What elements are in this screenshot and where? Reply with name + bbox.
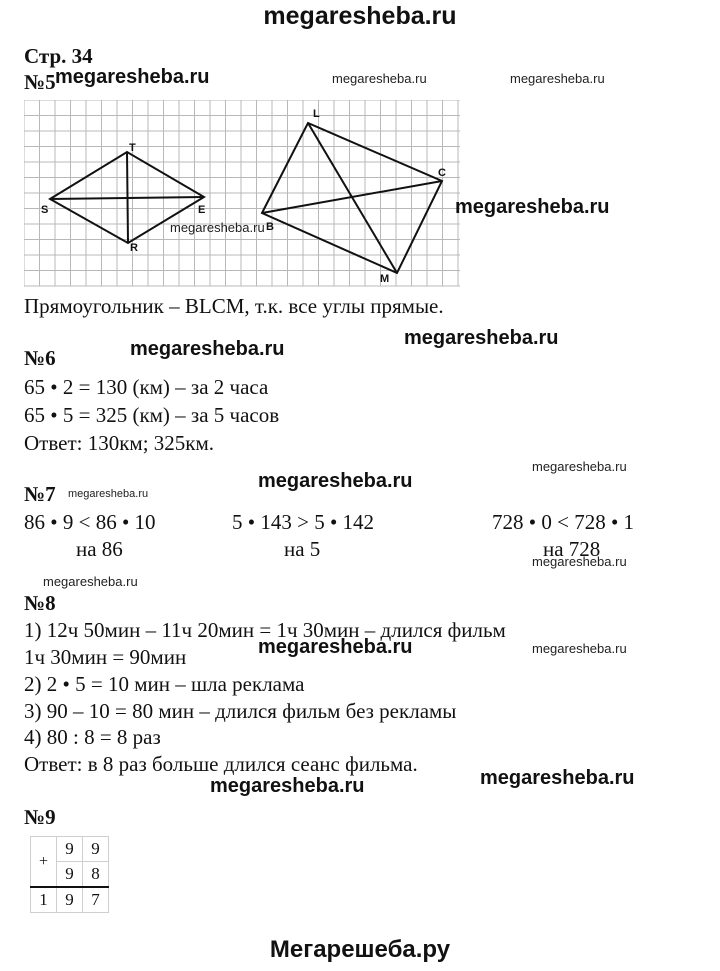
task9-number: №9 xyxy=(24,805,56,829)
label-S: S xyxy=(41,204,49,216)
task6-line: 65 • 5 = 325 (км) – за 5 часов xyxy=(24,403,280,427)
sum-digit: 1 xyxy=(31,887,57,913)
page-label: Стр. 34 xyxy=(24,44,93,68)
task6-line: Ответ: 130км; 325км. xyxy=(24,431,215,455)
task8-number: №8 xyxy=(24,591,56,615)
task7-diff: на 728 xyxy=(543,537,601,561)
digit: 9 xyxy=(57,837,83,862)
watermark-big: megaresheba.ru xyxy=(210,775,365,797)
task6-number: №6 xyxy=(24,346,56,370)
task8-line: 1) 12ч 50мин – 11ч 20мин = 1ч 30мин – длился фильм xyxy=(24,618,506,642)
task7-diff: на 5 xyxy=(284,537,321,561)
watermark-big: megaresheba.ru xyxy=(455,196,610,218)
task8-line: 3) 90 – 10 = 80 мин – длился фильм без рекламы xyxy=(24,699,457,723)
task7-diff: на 86 xyxy=(76,537,123,561)
watermark: megaresheba.ru xyxy=(532,554,627,569)
task7-number: №7 xyxy=(24,482,56,506)
watermark: megaresheba.ru xyxy=(332,71,427,86)
digit: 9 xyxy=(57,862,83,888)
label-C: C xyxy=(438,167,446,179)
watermark-big: megaresheba.ru xyxy=(130,338,285,360)
task8-line: Ответ: в 8 раз больше длился сеанс фильма. xyxy=(24,752,418,776)
watermark-big: megaresheba.ru xyxy=(258,470,413,492)
watermark: megaresheba.ru xyxy=(510,71,605,86)
watermark-big: megaresheba.ru xyxy=(258,636,413,658)
grid-figure xyxy=(24,100,464,290)
task7-expr: 728 • 0 < 728 • 1 xyxy=(492,510,635,534)
watermark-big: megaresheba.ru xyxy=(480,767,635,789)
watermark-big: megaresheba.ru xyxy=(404,327,559,349)
watermark: megaresheba.ru xyxy=(68,488,149,500)
watermark: megaresheba.ru xyxy=(43,574,138,589)
task8-line: 2) 2 • 5 = 10 мин – шла реклама xyxy=(24,672,305,696)
site-header[interactable]: megaresheba.ru xyxy=(263,2,457,30)
operator-plus: + xyxy=(31,837,57,888)
sum-digit: 9 xyxy=(57,887,83,913)
watermark: megaresheba.ru xyxy=(532,459,627,474)
task8-line: 1ч 30мин = 90мин xyxy=(24,645,187,669)
label-L: L xyxy=(313,108,320,120)
watermark: megaresheba.ru xyxy=(532,641,627,656)
label-M: M xyxy=(380,273,390,285)
label-E: E xyxy=(198,204,206,216)
digit: 8 xyxy=(83,862,109,888)
task6-line: 65 • 2 = 130 (км) – за 2 часа xyxy=(24,375,269,399)
grid-lines xyxy=(24,100,460,286)
watermark-big: megaresheba.ru xyxy=(55,66,210,88)
task8-line: 4) 80 : 8 = 8 раз xyxy=(24,725,161,749)
task5-number: №5 xyxy=(24,70,56,94)
sum-digit: 7 xyxy=(83,887,109,913)
site-footer[interactable]: Мегарешеба.ру xyxy=(269,936,451,963)
label-B: B xyxy=(266,221,274,233)
column-addition xyxy=(30,836,109,913)
task7-expr: 5 • 143 > 5 • 142 xyxy=(232,510,375,534)
watermark: megaresheba.ru xyxy=(170,220,265,235)
digit: 9 xyxy=(83,837,109,862)
task7-expr: 86 • 9 < 86 • 10 xyxy=(24,510,156,534)
task5-answer: Прямоугольник – BLCM, т.к. все углы прямые. xyxy=(24,294,444,318)
label-T: T xyxy=(129,142,136,154)
rectangle-BLCM xyxy=(262,123,442,273)
label-R: R xyxy=(130,242,138,254)
